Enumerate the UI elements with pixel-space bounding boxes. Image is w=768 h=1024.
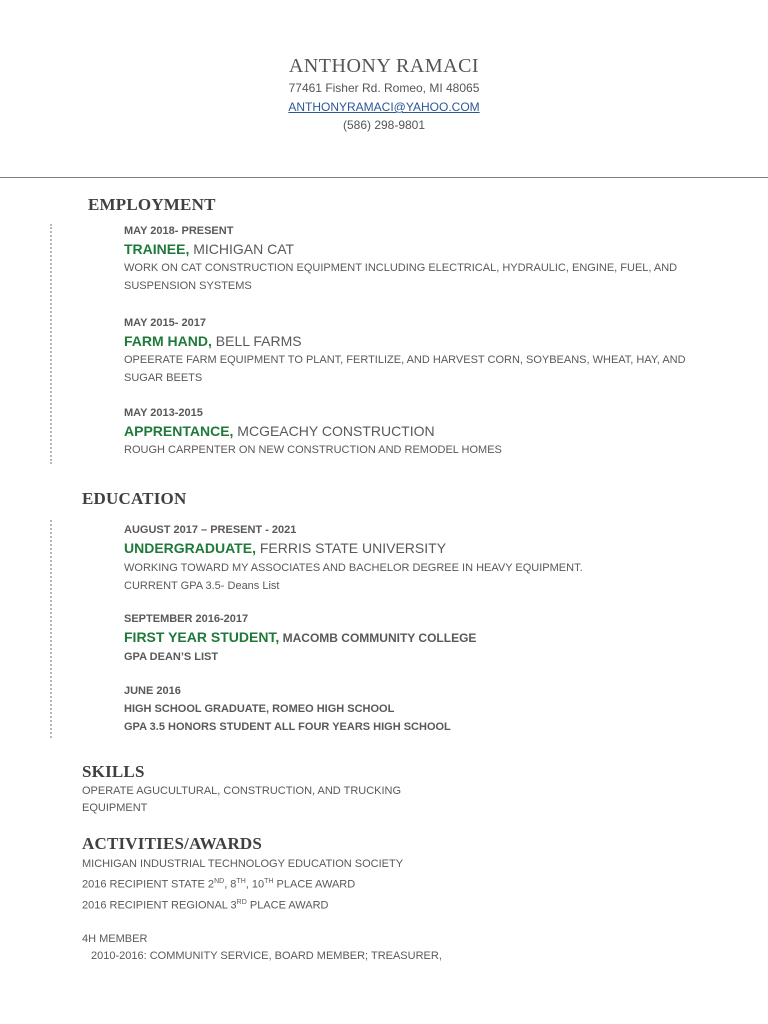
resume-header xyxy=(0,53,768,135)
education-description: WORKING TOWARD MY ASSOCIATES AND BACHELOR DEGREE IN HEAVY EQUIPMENT. xyxy=(124,562,583,574)
job-role: APPRENTANCE, xyxy=(124,423,234,439)
award-regional: 2016 RECIPIENT REGIONAL 3RD PLACE AWARD xyxy=(82,898,329,912)
job-description: OPEERATE FARM EQUIPMENT TO PLANT, FERTILIZE, AND HARVEST CORN, SOYBEANS, WHEAT, HAY, AND SUGAR BEETS xyxy=(124,354,686,384)
job-dates: MAY 2013-2015 xyxy=(124,407,203,419)
spacer xyxy=(82,914,642,931)
job-role: TRAINEE, xyxy=(124,241,190,257)
job-dates: MAY 2018- PRESENT xyxy=(124,225,234,237)
education-gpa: GPA DEAN’S LIST xyxy=(124,651,219,663)
education-description: HIGH SCHOOL GRADUATE, ROMEO HIGH SCHOOL xyxy=(124,703,395,715)
job-org: BELL FARMS xyxy=(211,333,302,349)
activities-list xyxy=(82,856,642,965)
job-dates: MAY 2015- 2017 xyxy=(124,317,206,329)
email-link[interactable]: ANTHONYRAMACI@YAHOO.COM xyxy=(288,100,480,114)
education-entry xyxy=(124,611,724,666)
education-role: UNDERGRADUATE, xyxy=(124,540,256,556)
skills-heading: SKILLS xyxy=(82,762,145,781)
education-dates: AUGUST 2017 – PRESENT - 2021 xyxy=(124,524,297,536)
applicant-name: ANTHONY RAMACI xyxy=(288,55,480,77)
skills-line: EQUIPMENT xyxy=(82,802,148,814)
activity-service: 2010-2016: COMMUNITY SERVICE, BOARD MEMBER; TREASURER, xyxy=(91,950,442,963)
activities-heading: ACTIVITIES/AWARDS xyxy=(82,834,263,853)
job-entry xyxy=(124,315,724,387)
education-gpa: CURRENT GPA 3.5- Deans List xyxy=(124,580,280,592)
education-gpa: GPA 3.5 HONORS STUDENT ALL FOUR YEARS HIGH SCHOOL xyxy=(124,721,451,733)
phone: (586) 298-9801 xyxy=(342,118,426,132)
job-org: MCGEACHY CONSTRUCTION xyxy=(233,423,435,439)
education-entry xyxy=(124,683,724,736)
education-school: MACOMB COMMUNITY COLLEGE xyxy=(279,631,477,645)
skills-line: OPERATE AGUCULTURAL, CONSTRUCTION, AND TRUCKING xyxy=(82,785,402,797)
job-title-line xyxy=(124,332,724,351)
job-role: FARM HAND, xyxy=(124,333,212,349)
skills-text xyxy=(82,783,642,817)
education-dates: SEPTEMBER 2016-2017 xyxy=(124,613,249,625)
job-description: ROUGH CARPENTER ON NEW CONSTRUCTION AND REMODEL HOMES xyxy=(124,444,502,456)
education-entry xyxy=(124,522,724,595)
job-title-line xyxy=(124,422,724,441)
job-org: MICHIGAN CAT xyxy=(189,241,295,257)
header-divider xyxy=(0,177,768,178)
employment-heading: EMPLOYMENT xyxy=(88,195,216,214)
job-entry xyxy=(124,223,724,295)
award-state: 2016 RECIPIENT STATE 2ND, 8TH, 10TH PLACE AWARD xyxy=(82,878,356,891)
job-title-line xyxy=(124,240,724,259)
education-title-line xyxy=(124,628,724,648)
activity-society: MICHIGAN INDUSTRIAL TECHNOLOGY EDUCATION SOCIETY xyxy=(82,858,404,870)
employment-dotted-rule xyxy=(50,224,52,464)
education-heading: EDUCATION xyxy=(82,489,187,508)
education-dates: JUNE 2016 xyxy=(124,685,181,697)
job-description: WORK ON CAT CONSTRUCTION EQUIPMENT INCLUDING ELECTRICAL, HYDRAULIC, ENGINE, FUEL, AND SUSPENSION SYSTEMS xyxy=(124,262,678,292)
address: 77461 Fisher Rd. Romeo, MI 48065 xyxy=(288,81,480,95)
education-dotted-rule xyxy=(50,520,52,738)
job-entry xyxy=(124,405,724,459)
activity-member: 4H MEMBER xyxy=(82,933,148,946)
education-title-line xyxy=(124,539,724,558)
education-role: FIRST YEAR STUDENT, xyxy=(124,629,280,645)
education-school: FERRIS STATE UNIVERSITY xyxy=(255,540,447,556)
